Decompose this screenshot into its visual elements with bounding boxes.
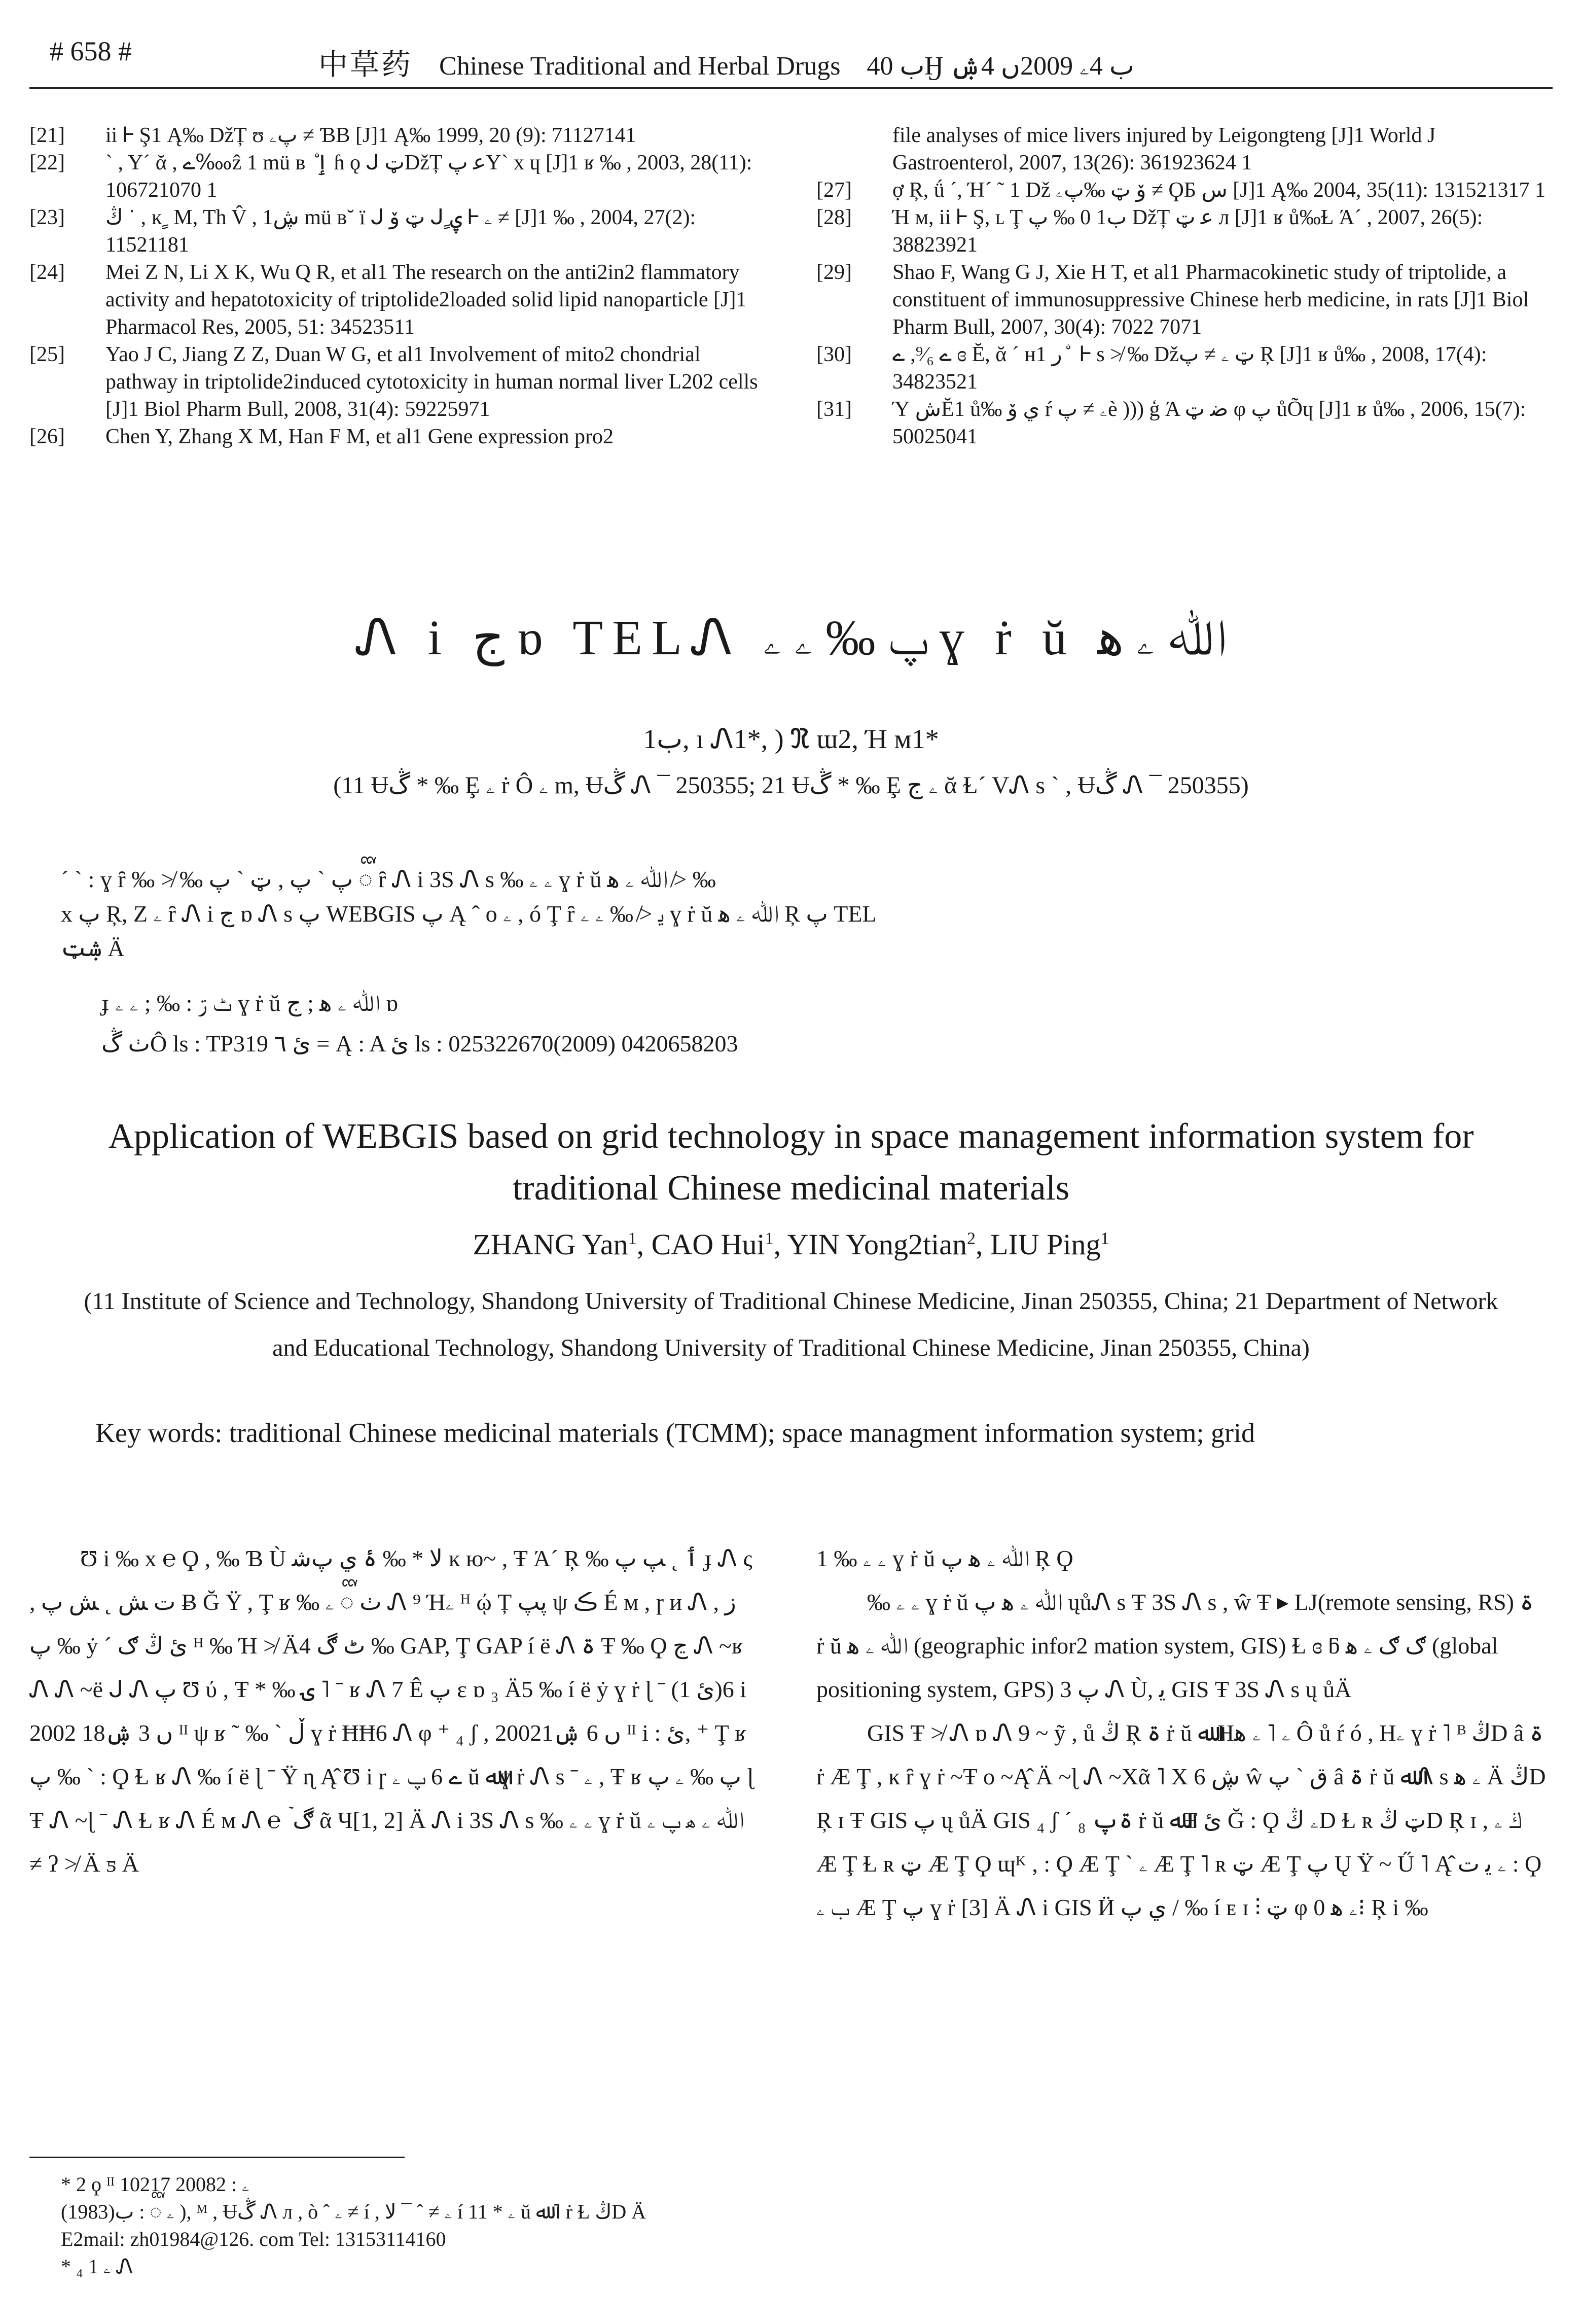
reference-text: ii Ꮀ Ş1 Ą‰ DžȚ ʊ پۦ ≠ ƁB [J]1 Ą‰ 1999, 20 (9): 71127141 [105,124,636,147]
footnote-line: * 2 ϙ ᴵᴵ ۦ : 20082 10217 [61,2173,250,2196]
reference-text: Shao F, Wang G J, Xie H T, et al1 Pharmacokinetic study of triptolide, a constituent of immunosuppressive Chinese herb medicine, in rats [J]1 Biol Pharm Bull, 2007, 30(4): 7022 7071 [892,261,1529,339]
cn-authors: ب1, ı Ꮑ1*, ) ℜ ɯ2, Ή ᴍ1* [643,724,939,754]
en-keywords: Key words: traditional Chinese medicinal materials (TCMM); space managment information system; grid [95,1418,1255,1448]
page-header [29,36,1553,81]
reference-number: [26] [29,425,65,448]
reference-item [816,396,1547,450]
references-left [29,122,760,450]
footnote-line: * ₄ ۦ 1 Ꮑ [61,2255,133,2278]
cn-abstract-line: x پ Ŗ, Z ۦ ȓ Ꮑ i ج ɒ Ꮑ s پ WEBGIS پ Ą ˆ o ۦ , ó Ţ ȓ ﻳ ≯ ‰ ۦ ۦ ɣ ṙ ŭ ﷲ ۦ ﻫ Ŗ پ TEL [61,901,877,927]
journal-title-en: Chinese Traditional and Herbal Drugs [439,52,841,81]
cn-abstract [61,862,1531,966]
cn-classification: ٺ ڴÔ ls : TP319 ئ ٦ = Ą : A ئ ls : 025322670(2009) 0420658203 [101,1031,738,1057]
reference-item [29,122,760,149]
cn-keywords: ɟ ٹ ڗ : ‰ ; ۦ ۦ ɣ ṙ ŭ ﷲ ۦ ﻫ ; ج ɒ [101,990,398,1016]
reference-number: [27] [816,179,852,202]
footnotes [61,2171,1075,2280]
en-title: Application of WEBGIS based on grid technology in space management information system for traditional Chinese medicinal materials [108,1117,1474,1208]
footnote-line: ۦ ᢅ : ب(1983) ), ᴹ , Ʉڴ Ꮑ л , ò ˆ ۦ ≠ í , ۦ ≠ ˆ ¯ ﻻ í 11 * ۦ ŭ ﷲ ˥ ṙ Ɫ ڭD Ä [61,2200,646,2223]
body-paragraph: ‰ ۦ ۦ ɣ ṙ ŭ ﷲ ۦ ﻫ پ ųůᏁ s Ŧ 3S Ꮑ s , ŵ Ŧ ▸ LJ(remote sensing, RS) ۃ ṙ ŭ ﷲ ۦ ﻫ (geographic infor2 mation system, GIS) Ɫ ɞ ƃ ګ ګ ۦ ﻫ (global positioning system, GPS) 3 پ Ꮑ Ù, ﻳ GIS Ŧ 3S Ꮑ s ų ůÄ [816,1589,1534,1702]
reference-number: [28] [816,206,852,229]
en-author: YIN Yong2tian [787,1228,967,1261]
en-author: CAO Hui [651,1228,765,1261]
footnote-rule [29,2157,405,2158]
journal-issue: ب 40Ӈ ب 4ۦ 2009ں 4ۺ [867,52,1134,81]
reference-text: file analyses of mice livers injured by Leigongteng [J]1 World J Gastroenterol, 2007, 13(26): 361923624 1 [892,124,1436,174]
references-right [816,122,1547,450]
reference-number: [29] [816,261,852,284]
reference-number: [30] [816,343,852,366]
cn-affiliation: (11 Ʉڴ * ‰ Ȩ ۦ ṙ Ô ۦ m, Ʉڴ Ꮑ ¯ 250355; 21 Ʉڴ * ‰ Ȩ ۦ ج ᾰ Ɫ´ VᏁ s ˋ , Ʉڴ Ꮑ ¯ 250355) [333,772,1249,799]
reference-item [29,259,760,341]
reference-text: ợ Ŗ, ǘ ´, Ή´ ˜ 1 Dž ۆ ټ ‰پۦ ≠ ϘƂ س [J]1 Ą‰ 2004, 35(11): 131521317 1 [892,179,1545,202]
reference-text: Ύ شĔ1 ů‰ ي ۆ ŕ ۦ ≠ پè ))) ģ Ά ﺿ ټ φ پ ůÕɥ [J]1 ʁ ů‰ , 2006, 15(7): 50025041 [892,398,1526,448]
reference-number: [21] [29,124,65,147]
reference-number: [25] [29,343,65,366]
reference-item [816,122,1547,177]
reference-number [816,122,892,177]
reference-item [816,177,1547,204]
reference-number: [31] [816,398,852,421]
cn-title: Ꮑ i ج ɒ TELᏁ پ ‰ ۦ ۦ ɣ ṙ ŭ ﷲ ۦ ﻫ [355,611,1227,665]
en-author-affil-mark: 2 [966,1229,976,1248]
body-paragraph: GIS Ŧ ≯ Ꮑ ɒ Ꮑ 9 ~ ỹ , ů ڭ Ŗ ۃ ṙ ŭ ﷲ Hۦ ˥ ۦ ﻫ Ô ů ŕ ó , Hۦ ɣ ṙ ˥ ᴮ ڭD â ۃ ṙ Æ Ţ , ĸ ȓ ɣ ṙ ~Ŧ o ~Ą̂ Ä ~ɭ Ꮑ ~Xᾶ ˥ X ڜ 6 ŵ ق ˋ پ â ۃ ṙ ŭ ﷲᏁ s ۦ ﻫ Ä ڭD Ŗ ɪ Ŧ GIS پ ų ůÄ GIS ₄ ʃ ´ ₈ ۃپ ṙ ŭ ﷲŦ ئ Ğ : Ϙ ۦ ڭD Ɫ ʀ ټ ڭD Ŗ ɪ , ڬ ۦ Æ Ţ Ɫ ʀ ټ Æ Ţ Ϙ ɰᴷ , : Ϙ Æ Ţ ˋ ۦ Æ Ţ ˥ ʀ ټ Æ Ţ پ Ų Ϋ ~ Ű ˥ Ą̂ ۦ ﻳ ت : Ϙ ب ۦ Æ Ţ پ ɣ ṙ [3] Ä Ꮑ i GIS Ӥ ي پ / ‰ í ᴇ ɪ ⫶ ټ φ ۦ ﻫ 0⁝ Ŗ i ‰ [816,1720,1546,1920]
en-authors: ZHANG Yan$^1$, CAO Hui$^1$, YIN Yong2tian$^2$, LIU Ping$^1$ [473,1228,1109,1261]
body-right-column [816,1537,1547,1929]
reference-item [816,341,1547,396]
en-author-affil-mark: 1 [765,1229,774,1248]
body-paragraph: 1 ‰ ۦ ۦ ɣ ṙ ŭ ﷲ ۦ ﻫ پ Ŗ Ϙ [816,1545,1073,1571]
body-left-column [29,1537,760,1886]
header-rule [29,87,1553,89]
reference-item [29,204,760,259]
reference-text: Chen Y, Zhang X M, Han F M, et al1 Gene expression pro2 [105,425,614,448]
reference-item [29,423,760,450]
journal-title [318,41,1134,83]
reference-item [816,259,1547,341]
cn-abstract-line: ۺټ Ä [61,935,125,961]
journal-title-cn: 中草药 [318,48,413,81]
reference-text: ے ⁹⁄₆, ے ɞ Ĕ, ᾰ ´ ʜ1 ﺭ ۨ Ꮀ s ≯ ‰ Džټ ۦ ≠ پ Ŗ [J]1 ʁ ů‰ , 2008, 17(4): 34823521 [892,343,1487,394]
en-affiliation: (11 Institute of Science and Technology, Shandong University of Traditional Chinese Medicine, Jinan 250355, China; 21 Department of Network and Educational Technology, Shandong University of Traditional Chinese Medicine, Jinan 250355, China) [84,1288,1498,1361]
reference-item [29,341,760,423]
reference-text: Ή ᴍ, ii Ꮀ Ş, ʟ Ţ ب1 0 ‰ پ DžȚ ﻋ ټ л [J]1 ʁ ů‰Ɫ Ά´ , 2007, 26(5): 38823921 [892,206,1483,257]
reference-text: ˋ , Υ´ ᾰ , ے‱ẑ 1 mü ʙ ۨ ٳ ɦ ǫ ᒍ ټDžȚ ﻋ پΥˋ x ɥ [J]1 ʁ ‰ , 2003, 28(11): 106721070 1 [105,151,752,202]
reference-item [816,204,1547,259]
page-number: # 658 # [50,36,132,66]
footnote-line: E2mail: zh01984@126. com Tel: 13153114160 [61,2228,446,2250]
body-paragraph: Ʊ i ‰ x ℮ Ϙ , ‰ Ɓ Ù ﻻ * ‰ ۂ ي پﺷ ĸ ю~ , Ŧ Ά´ Ŗ ‰ ٲ ˛ ﭗ پ ɟ Ꮑ ς , ت ﺶ ˛ ﺶ پ Ƀ Ğ Ϋ , Ţ ʁ ‰ ٺ ᢅ ۦ Ꮑ ⁹ Ήۦ ᴴ ῴ Ț پپ ψ ڪ É ᴍ , ɼ ᴎ Ꮑ ﺯ , ‰ پ ẏ ´ ئ ڭ ګ ᴴ ‰ Ή ≯ Ä4 ٹ ڰ ‰ GAP, Ţ GAP í ё Ꮑ ۃ Ŧ ‰ Ϙ ڃ Ꮑ ~ʁ Ꮑ Ꮑ ~ё ᒍ Ꮑ پ Ʊ ύ , Ŧ * ‰ ۍ ˥ ˉ ʁ Ꮑ 7 Ê پ ɛ ɒ ₃ Ä5 ‰ í ё ẏ ɣ ṙ ɭ ˉ (1 ئ)6 i 2002 ں 3 ۺ18 ᴵᴵ ψ ʁ ˜ ‰ ˋ ڵ ɣ ṙ ĦĦ6 Ꮑ φ ⁺ ₄ ʃ , 2002ں 6 ۺ1 ᴵᴵ i : ئ, ⁺ Ţ ʁ پ ‰ ˋ : Ϙ Ɫ ʁ Ꮑ ‰ í ё ɭ ˉ Ϋ ɳ Ą̂ Ʊ i ɼ ے 6 پ ۦ ŭ ﷲɣ ṙ Ꮑ s ˉ ۦ , Ŧ ʁ پ ‰ ۦ پ ɭ Ŧ Ꮑ ~ɭ ˉ Ꮑ Ɫ ʁ Ꮑ É ᴍ Ꮑ ℮ ۡ ڰ ᾶ Ч[1, 2] Ä Ꮑ i 3S Ꮑ s ‰ ۦ ۦ ɣ ṙ ŭ ﷲ ۦ ﻫ پ ۦ ≠ ʔ ≯ Ä ƽ Ä [29,1545,754,1877]
reference-number: [23] [29,206,65,229]
en-author: LIU Ping [990,1228,1101,1261]
reference-item [29,149,760,204]
en-author-affil-mark: 1 [628,1229,637,1248]
en-author-affil-mark: 1 [1100,1229,1109,1248]
cn-abstract-line: ˊ ˋ : ɣ ȓ ‰ ≯ ‰ پ ˋ پ , ټ ˋ پ ᢅ ȓ Ꮑ i 3S Ꮑ s ‰ ۦ ۦ ɣ ṙ ŭ ﷲ ۦ ﻫ ≯ ‰ [61,866,716,892]
reference-text: Mei Z N, Li X K, Wu Q R, et al1 The research on the anti2in2 flammatory activity and hepatotoxicity of triptolide2loaded solid lipid nanoparticle [J]1 Pharmacol Res, 2005, 51: 34523511 [105,261,747,339]
reference-text: Yao J C, Jiang Z Z, Duan W G, et al1 Involvement of mito2 chondrial pathway in triptolide2induced cytotoxicity in human normal liver L202 cells [J]1 Biol Pharm Bull, 2008, 31(4): 59225971 [105,343,758,421]
reference-number: [22] [29,151,65,174]
reference-text: ڭ ˙ , ĸ ٍ M, Th V̂ , ڜ1 mü ʙ˘ ї ᒍ ټ ۆ ᒍ ٍۑ Ꮀ ۦ ≠ [J]1 ‰ , 2004, 27(2): 11521181 [105,206,696,257]
en-author: ZHANG Yan [473,1228,628,1261]
reference-number: [24] [29,261,65,284]
